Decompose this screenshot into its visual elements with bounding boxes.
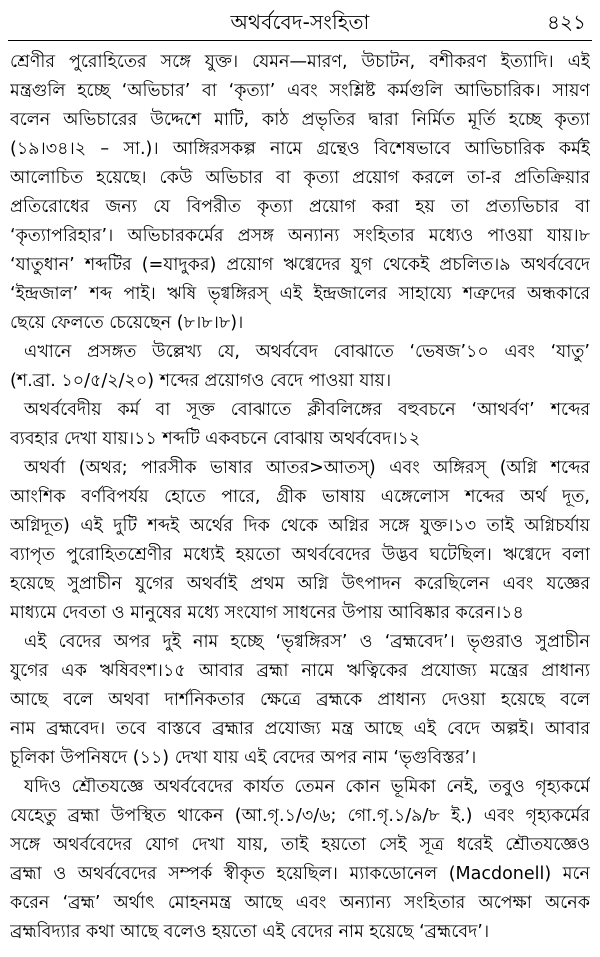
text-line: ‘কৃত্যাপরিহার’। অভিচারকর্মের প্রসঙ্গ অন্যান্য সংহিতার মধ্যেও পাওয়া যায়।৮ xyxy=(10,226,590,246)
text-line: নাম ব্রহ্মবেদ। তবে বাস্তবে ব্রহ্মার প্রযোজ্য মন্ত্র আছে এই বেদে অল্পই। আবার xyxy=(10,719,590,739)
text-body xyxy=(10,48,590,947)
text-line: ব্রহ্মবিদ্যার কথা আছে বলেও হয়তো এই বেদের নাম হয়েছে ‘ব্রহ্মবেদ’। xyxy=(10,922,490,942)
text-line: যেহেতু ব্রহ্মা উপস্থিত থাকেন (আ.গৃ.১/৩/৬; গো.গৃ.১/৯/৮ ই.) এবং গৃহ্যকর্মের xyxy=(10,806,590,826)
text-line: যদিও শ্রৌতযজ্ঞে অথর্ববেদের কার্যত তেমন কোন ভূমিকা নেই, তবুও গৃহ্যকর্মে xyxy=(24,777,590,797)
text-line: ব্যবহার দেখা যায়।১১ শব্দটি একবচনে বোঝায় অথর্ববেদ।১২ xyxy=(10,429,421,449)
text-line: (১৯।৩৪।২ – সা.)। আঙ্গিরসকল্প নামে গ্রন্থেও বিশেষভাবে আভিচারিক কর্মই xyxy=(10,139,590,159)
text-line: অথর্ববেদীয় কর্ম বা সূক্ত বোঝাতে ক্লীবলিঙ্গের বহুবচনে ‘আথর্বণ’ শব্দের xyxy=(24,400,590,420)
text-line: চূলিকা উপনিষদে (১১) দেখা যায় এই বেদের অপর নাম ‘ভৃগুবিস্তর’। xyxy=(10,748,477,768)
text-line: শ্রেণীর পুরোহিতের সঙ্গে যুক্ত। যেমন—মারণ, উচাটন, বশীকরণ ইত্যাদি। এই xyxy=(10,52,590,72)
text-line: মাধ্যমে দেবতা ও মানুষের মধ্যে সংযোগ সাধনের উপায় আবিষ্কার করেন।১৪ xyxy=(10,603,524,623)
text-line: ব্যাপৃত পুরোহিতশ্রেণীর মধ্যেই হয়তো অথর্ববেদের উদ্ভব ঘটেছিল। ঋগ্বেদে বলা xyxy=(10,545,590,565)
text-line: অগ্নিদূত) এই দুটি শব্দই অর্থের দিক থেকে অগ্নির সঙ্গে যুক্ত।১৩ তাই অগ্নিচর্যায় xyxy=(10,516,590,536)
text-line: এখানে প্রসঙ্গত উল্লেখ্য যে, অথর্ববেদ বোঝাতে ‘ভেষজ’১০ এবং ‘যাতু’ xyxy=(24,342,590,362)
text-line: সঙ্গে অথর্ববেদের যোগ দেখা যায়, তাই হয়তো সেই সূত্র ধরেই শ্রৌতযজ্ঞেও xyxy=(10,835,590,855)
text-line: প্রতিরোধের জন্য যে বিপরীত কৃত্যা প্রয়োগ করা হয় তা প্রত্যভিচার বা xyxy=(10,197,590,217)
text-line: ‘যাতুধান’ শব্দটির (=যাদুকর) প্রয়োগ ঋগ্বেদের যুগ থেকেই প্রচলিত।৯ অথর্ববেদে xyxy=(10,255,590,275)
text-line: মন্ত্রগুলি হচ্ছে ‘অভিচার’ বা ‘কৃত্যা’ এবং সংশ্লিষ্ট কর্মগুলি আভিচারিক। সায়ণ xyxy=(10,81,590,101)
text-line: হয়েছে সুপ্রাচীন যুগের অথর্বাই প্রথম অগ্নি উৎপাদন করেছিলেন এবং যজ্ঞের xyxy=(10,574,590,594)
text-line: (শ.ব্রা. ১০/৫/২/২০) শব্দের প্রয়োগও বেদে পাওয়া যায়। xyxy=(10,371,392,391)
text-line: করেন ‘ব্রহ্ম’ অর্থাৎ মোহনমন্ত্র আছে এবং অন্যান্য সংহিতার অপেক্ষা অনেক xyxy=(10,893,590,913)
text-line: ছেয়ে ফেলতে চেয়েছেন (৮।৮।৮)। xyxy=(10,313,244,333)
text-line: এই বেদের অপর দুই নাম হচ্ছে ‘ভৃগ্বঙ্গিরস’ ও ‘ব্রহ্মবেদ’। ভৃগুরাও সুপ্রাচীন xyxy=(24,632,590,652)
text-line: ‘ইন্দ্রজাল’ শব্দ পাই। ঋষি ভৃগ্বঙ্গিরস্ এই ইন্দ্রজালের সাহায্যে শত্রুদের অন্ধকারে xyxy=(10,284,590,304)
text-line: বলেন অভিচারের উদ্দেশে মাটি, কাঠ প্রভৃতির দ্বারা নির্মিত মূর্তি হচ্ছে কৃত্যা xyxy=(10,110,590,130)
text-line: আছে বলে অথবা দার্শনিকতার ক্ষেত্রে ব্রহ্মকে প্রাধান্য দেওয়া হয়েছে বলে xyxy=(10,690,590,710)
text-line: আংশিক বর্ণবিপর্যয় হোতে পারে, গ্রীক ভাষায় এঙ্গেলোস শব্দের অর্থ দূত, xyxy=(10,487,590,507)
running-title: অথর্ববেদ-সংহিতা xyxy=(230,10,370,34)
page-number: ৪২১ xyxy=(547,10,586,34)
page-header xyxy=(0,6,600,40)
text-line: অথর্বা (অথর; পারসীক ভাষার আতর>আতস্) এবং অঙ্গিরস্ (অগ্নি শব্দের xyxy=(24,458,590,478)
text-line: যুগের এক ঋষিবংশ।১৫ আবার ব্রহ্মা নামে ঋত্বিকের প্রযোজ্য মন্ত্রের প্রাধান্য xyxy=(10,661,590,681)
text-line: ব্রহ্মা ও অথর্ববেদের সম্পর্ক স্বীকৃত হয়েছিল। ম্যাকডোনেল (Macdonell) মনে xyxy=(10,864,590,884)
text-line: আলোচিত হয়েছে। কেউ অভিচার বা কৃত্যা প্রয়োগ করলে তা-র প্রতিক্রিয়ার xyxy=(10,168,590,188)
header-rule xyxy=(8,40,592,41)
